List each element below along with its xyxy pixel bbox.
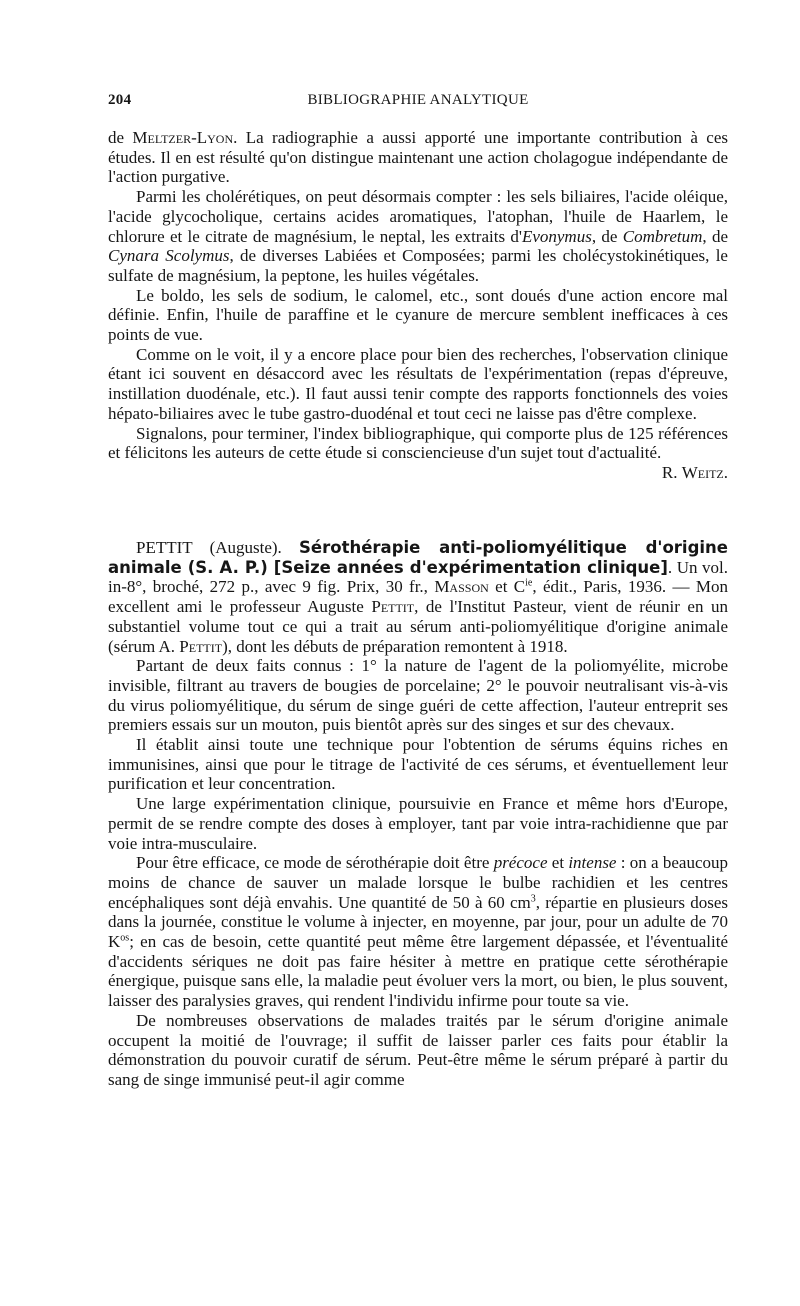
paragraph: Il établit ainsi toute une technique pour l'obtention de sérums équins riches en immunisines, ainsi que pour le titrage de l'activité de ces sérums, et éventuellement leur purification et leur concentration.	[108, 735, 728, 794]
paragraph: de Meltzer-Lyon. La radiographie a aussi apporté une importante contribution à ces études. Il en est résulté qu'on distingue maintenant une action cholagogue indépendante de l'action purgative.	[108, 128, 728, 187]
book-author: PETTIT (Auguste).	[136, 538, 300, 557]
reviewer-signature: R. Weitz.	[661, 462, 728, 482]
page-number: 204	[108, 92, 132, 108]
review-meltzer-lyon	[108, 128, 728, 483]
running-head: BIBLIOGRAPHIE ANALYTIQUE	[307, 92, 529, 108]
paragraph: Partant de deux faits connus : 1° la nature de l'agent de la poliomyélite, microbe invisible, filtrant au travers de bougies de porcelaine; 2° le pouvoir neutralisant vis-à-vis du virus poliomyélitique, du sérum de singe guéri de cette affection, l'auteur entreprit ses premiers essais sur un mouton, puis bientôt après sur des singes et sur des chevaux.	[108, 656, 728, 735]
paragraph: Signalons, pour terminer, l'index bibliographique, qui comporte plus de 125 références et félicitons les auteurs de cette étude si consciencieuse d'un sujet tout d'actualité. R. Weitz.	[108, 423, 728, 482]
paragraph: Une large expérimentation clinique, poursuivie en France et même hors d'Europe, permit de se rendre compte des doses à employer, tant par voie intra-rachidienne que par voie intra-musculaire.	[108, 794, 728, 853]
paragraph: Pour être efficace, ce mode de sérothérapie doit être précoce et intense : on a beaucoup moins de chance de sauver un malade lorsque le bulbe rachidien et les centres encéphaliques sont déjà envahis. Une quantité de 50 à 60 $cm^3$, répartie en plusieurs doses dans la journée, constitue le volume à injecter, en moyenne, par jour, pour un adulte de 70 $K^{os}$; en cas de besoin, cette quantité peut même être largement dépassée, et l'éventualité d'accidents sériques ne doit pas faire hésiter à mettre en pratique cette sérothérapie énergique, puisque sans elle, la maladie peut évoluer vers la mort, ou bien, le plus souvent, laisser des paralysies graves, qui rendent l'individu infirme pour toute sa vie.	[108, 853, 728, 1011]
page-header	[108, 92, 728, 116]
paragraph: Le boldo, les sels de sodium, le calomel, etc., sont doués d'une action encore mal définie. Enfin, l'huile de paraffine et le cyanure de mercure semblent inefficaces à ces points de vue.	[108, 285, 728, 345]
review-pettit	[108, 538, 728, 1090]
paragraph: Parmi les cholérétiques, on peut désormais compter : les sels biliaires, l'acide oléique, l'acide glycocholique, certains acides aromatiques, l'atophan, l'huile de Haarlem, le chlorure et le citrate de magnésium, le neptal, les extraits d'Evonymus, de Combretum, de Cynara Scolymus, de diverses Labiées et Composées; parmi les cholécystokinétiques, le sulfate de magnésium, la peptone, les huiles végétales.	[108, 187, 729, 285]
paragraph: Comme on le voit, il y a encore place pour bien des recherches, l'observation clinique étant ici souvent en désaccord avec les résultats de l'expérimentation (repas d'épreuve, instillation duodénale, etc.). Il faut aussi tenir compte des rapports fonctionnels des voies hépato-biliaires avec le tube gastro-duodénal et tout ceci ne laisse pas d'être complexe.	[108, 344, 728, 423]
author-name: Meltzer-Lyon	[132, 128, 234, 147]
paragraph: De nombreuses observations de malades traités par le sérum d'origine animale occupent la moitié de l'ouvrage; il suffit de laisser parler ces faits pour établir la démonstration du pouvoir curatif de sérum. Peut-être même le sérum préparé à partir du sang de singe immunisé peut-il agir comme	[108, 1010, 728, 1089]
citation-paragraph: PETTIT (Auguste). Sérothérapie anti-poliomyélitique d'origine animale (S. A. P.) [Seize années d'expérimentation clinique]. Un vol. in-8°, broché, 272 p., avec 9 fig. Prix, 30 fr., Masson et $C^{ie}$, édit., Paris, 1936. — Mon excellent ami le professeur Auguste Pettit, de l'Institut Pasteur, vient de réunir en un substantiel volume tout ce qui a trait au sérum anti-poliomyélitique d'origine animale (sérum A. Pettit), dont les débuts de préparation remontent à 1918.	[108, 538, 729, 656]
book-title: Sérothérapie anti-poliomyélitique d'origine animale (S. A. P.) [Seize années d'expérimentation clinique]	[108, 538, 728, 577]
publisher-name: Masson	[434, 577, 489, 597]
